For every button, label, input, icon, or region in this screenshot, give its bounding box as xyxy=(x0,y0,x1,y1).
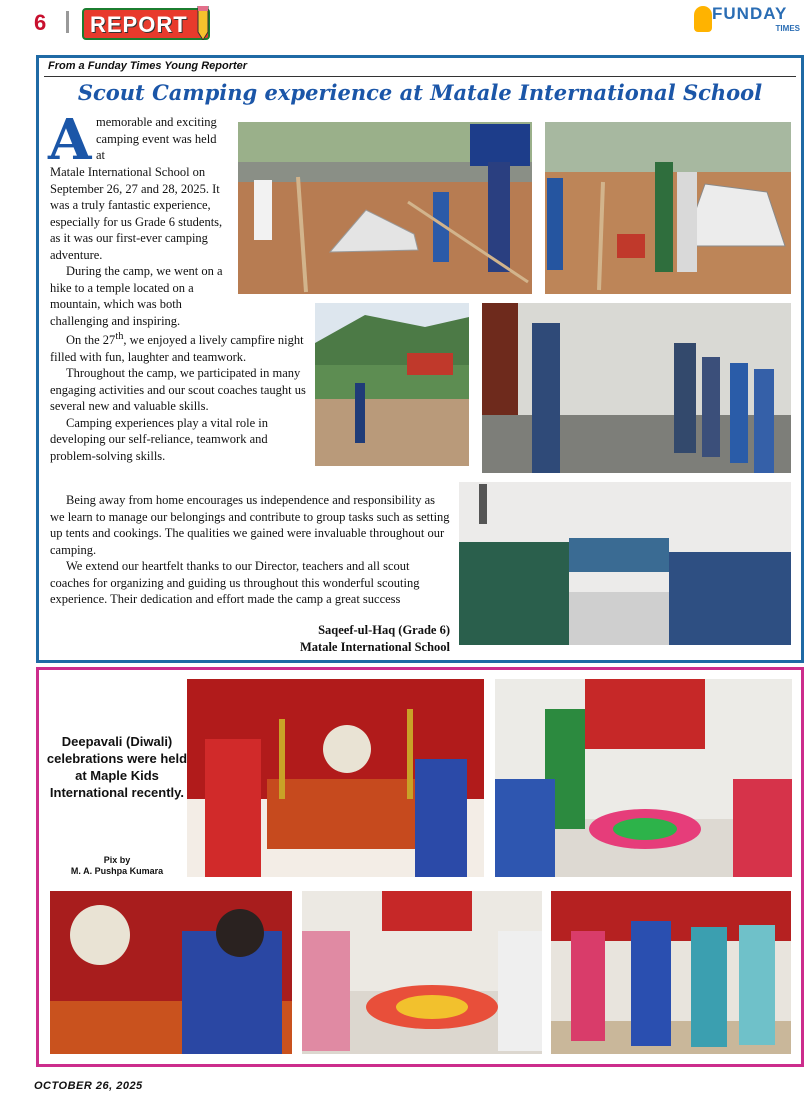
pencil-icon xyxy=(192,6,214,40)
photo-diwali-rangoli-group xyxy=(495,679,792,877)
page-number: 6 xyxy=(34,10,47,35)
para2: During the camp, we went on a hike to a temple located on a mountain, which was both challenging and inspiring. xyxy=(50,264,223,328)
photo-scout-campfire-hall xyxy=(482,303,791,473)
para3-post: , we enjoyed a lively campfire night filled with fun, laughter and teamwork. xyxy=(50,333,304,364)
reporter-rule xyxy=(44,76,796,77)
logo-sub: TIMES xyxy=(775,24,800,33)
reporter-line: From a Funday Times Young Reporter xyxy=(48,60,248,72)
header-divider xyxy=(66,11,69,33)
photo-scout-tent-pitching xyxy=(238,122,532,294)
para3-sup: th xyxy=(115,331,124,342)
article-column-narrow xyxy=(50,164,232,329)
photo-scout-hike-view xyxy=(315,303,469,466)
para1-b: Matale International School on September 26, 27 and 28, 2025. It was a truly fantastic experience, especially for us Grade 6 students, as it was our first-ever camping adventure. xyxy=(50,165,223,262)
section-tag-label: REPORT xyxy=(90,12,188,37)
drop-cap: A xyxy=(48,107,92,173)
para3 xyxy=(50,329,308,365)
photo-diwali-dance xyxy=(551,891,791,1054)
para7: We extend our heartfelt thanks to our Director, teachers and all scout coaches for organizing and guiding us throughout this wonderful scouting experience. Their dedication and effort made the camp a great success xyxy=(50,559,420,606)
article-column-wide xyxy=(50,492,450,608)
para4: Throughout the camp, we participated in many engaging activities and our scout coaches taught us several new and valuable skills. xyxy=(50,366,306,414)
logo-word-fun: FUN xyxy=(712,4,750,23)
byline-school: Matale International School xyxy=(300,640,450,654)
photo-scout-tents-ground xyxy=(545,122,791,294)
photo-diwali-altar-girls xyxy=(187,679,484,877)
mascot-icon xyxy=(694,6,712,32)
photo-credit xyxy=(46,855,188,877)
para6: Being away from home encourages us independence and responsibility as we learn to manage our belongings and contribute to group tasks such as setting up tents and cookings. The qualities we gained were invaluable throughout our camping. xyxy=(50,493,450,557)
article-column-mid xyxy=(50,329,308,464)
para1-a: memorable and exciting camping event was held at xyxy=(96,115,217,162)
section-tag xyxy=(82,8,210,40)
byline-author: Saqeef-ul-Haq (Grade 6) xyxy=(318,623,450,637)
byline xyxy=(250,622,450,656)
article-intro-indented xyxy=(96,114,226,164)
photo-credit-name: M. A. Pushpa Kumara xyxy=(70,866,164,876)
para5: Camping experiences play a vital role in developing our self-reliance, teamwork and problem-solving skills. xyxy=(50,415,269,463)
photo-story-caption: Deepavali (Diwali) celebrations were held at Maple Kids International recently. xyxy=(46,734,188,800)
photo-diwali-children-table xyxy=(302,891,542,1054)
issue-date: OCTOBER 26, 2025 xyxy=(34,1080,143,1092)
photo-scout-circle-hall xyxy=(459,482,791,645)
article-headline: Scout Camping experience at Matale International School xyxy=(77,80,763,105)
photo-credit-label: Pix by xyxy=(103,855,131,865)
logo-word-day: DAY xyxy=(749,4,788,23)
funday-times-logo xyxy=(694,2,804,38)
para3-pre: On the 27 xyxy=(66,333,116,348)
photo-diwali-lamp-girl xyxy=(50,891,292,1054)
